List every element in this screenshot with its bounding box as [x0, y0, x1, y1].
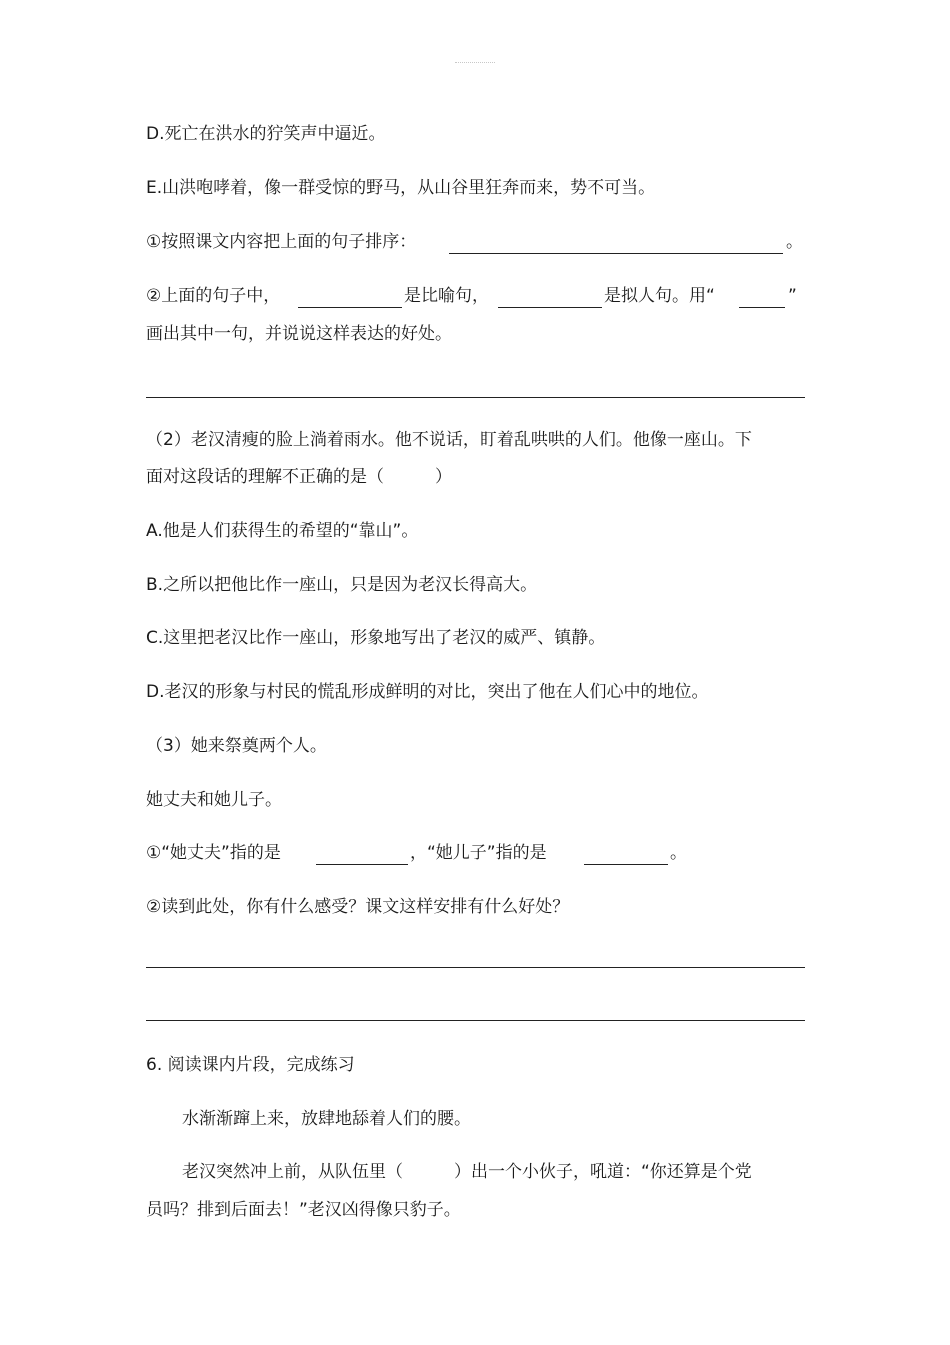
figure-question-text-d: ”	[788, 286, 797, 306]
option-d: D.死亡在洪水的狞笑声中逼近。	[146, 124, 386, 144]
part3-title: （3）她来祭奠两个人。	[146, 736, 327, 756]
part2-line2: 面对这段话的理解不正确的是（ ）	[146, 467, 452, 487]
personification-blank[interactable]	[498, 290, 602, 308]
part2-option-d: D.老汉的形象与村民的慌乱形成鲜明的对比，突出了他在人们心中的地位。	[146, 682, 709, 702]
answer-line[interactable]	[146, 967, 805, 968]
part3-q1-text-a: ①“她丈夫”指的是	[146, 843, 281, 863]
option-e: E.山洪咆哮着，像一群受惊的野马，从山谷里狂奔而来，势不可当。	[146, 178, 656, 198]
part3-q1-text-b: ，“她儿子”指的是	[410, 843, 547, 863]
header-decoration	[455, 62, 495, 63]
part3-q1-end: 。	[670, 843, 687, 863]
part3-text: 她丈夫和她儿子。	[146, 790, 282, 810]
answer-line[interactable]	[146, 1020, 805, 1021]
answer-line[interactable]	[146, 397, 805, 398]
figure-question-text-c: 是拟人句。用“	[604, 286, 715, 306]
sort-question-label: ①按照课文内容把上面的句子排序：	[146, 232, 417, 252]
sort-answer-blank[interactable]	[449, 236, 783, 254]
part3-q2: ②读到此处，你有什么感受？课文这样安排有什么好处？	[146, 897, 570, 917]
sort-question-end: 。	[786, 232, 803, 252]
q6-para2-line1: 老汉突然冲上前，从队伍里（ ）出一个小伙子，吼道：“你还算是个党	[182, 1162, 752, 1182]
underline-mark-sample	[739, 290, 785, 308]
q6-para1: 水渐渐蹿上来，放肆地舔着人们的腰。	[182, 1109, 471, 1129]
q6-title: 6. 阅读课内片段，完成练习	[146, 1055, 355, 1075]
figure-question-line2: 画出其中一句，并说说这样表达的好处。	[146, 324, 452, 344]
figure-question-line1	[146, 288, 280, 305]
figure-question-text-a: ②上面的句子中，	[146, 286, 281, 306]
part2-option-a: A.他是人们获得生的希望的“靠山”。	[146, 521, 419, 541]
q6-para2-line2: 员吗？排到后面去！”老汉凶得像只豹子。	[146, 1200, 461, 1220]
part2-line1: （2）老汉清瘦的脸上淌着雨水。他不说话，盯着乱哄哄的人们。他像一座山。下	[146, 430, 752, 450]
husband-blank[interactable]	[316, 847, 408, 865]
simile-blank[interactable]	[298, 290, 402, 308]
sort-question	[146, 234, 416, 251]
son-blank[interactable]	[584, 847, 668, 865]
part2-option-c: C.这里把老汉比作一座山，形象地写出了老汉的威严、镇静。	[146, 628, 606, 648]
figure-question-text-b: 是比喻句，	[404, 286, 489, 306]
part2-option-b: B.之所以把他比作一座山，只是因为老汉长得高大。	[146, 575, 538, 595]
